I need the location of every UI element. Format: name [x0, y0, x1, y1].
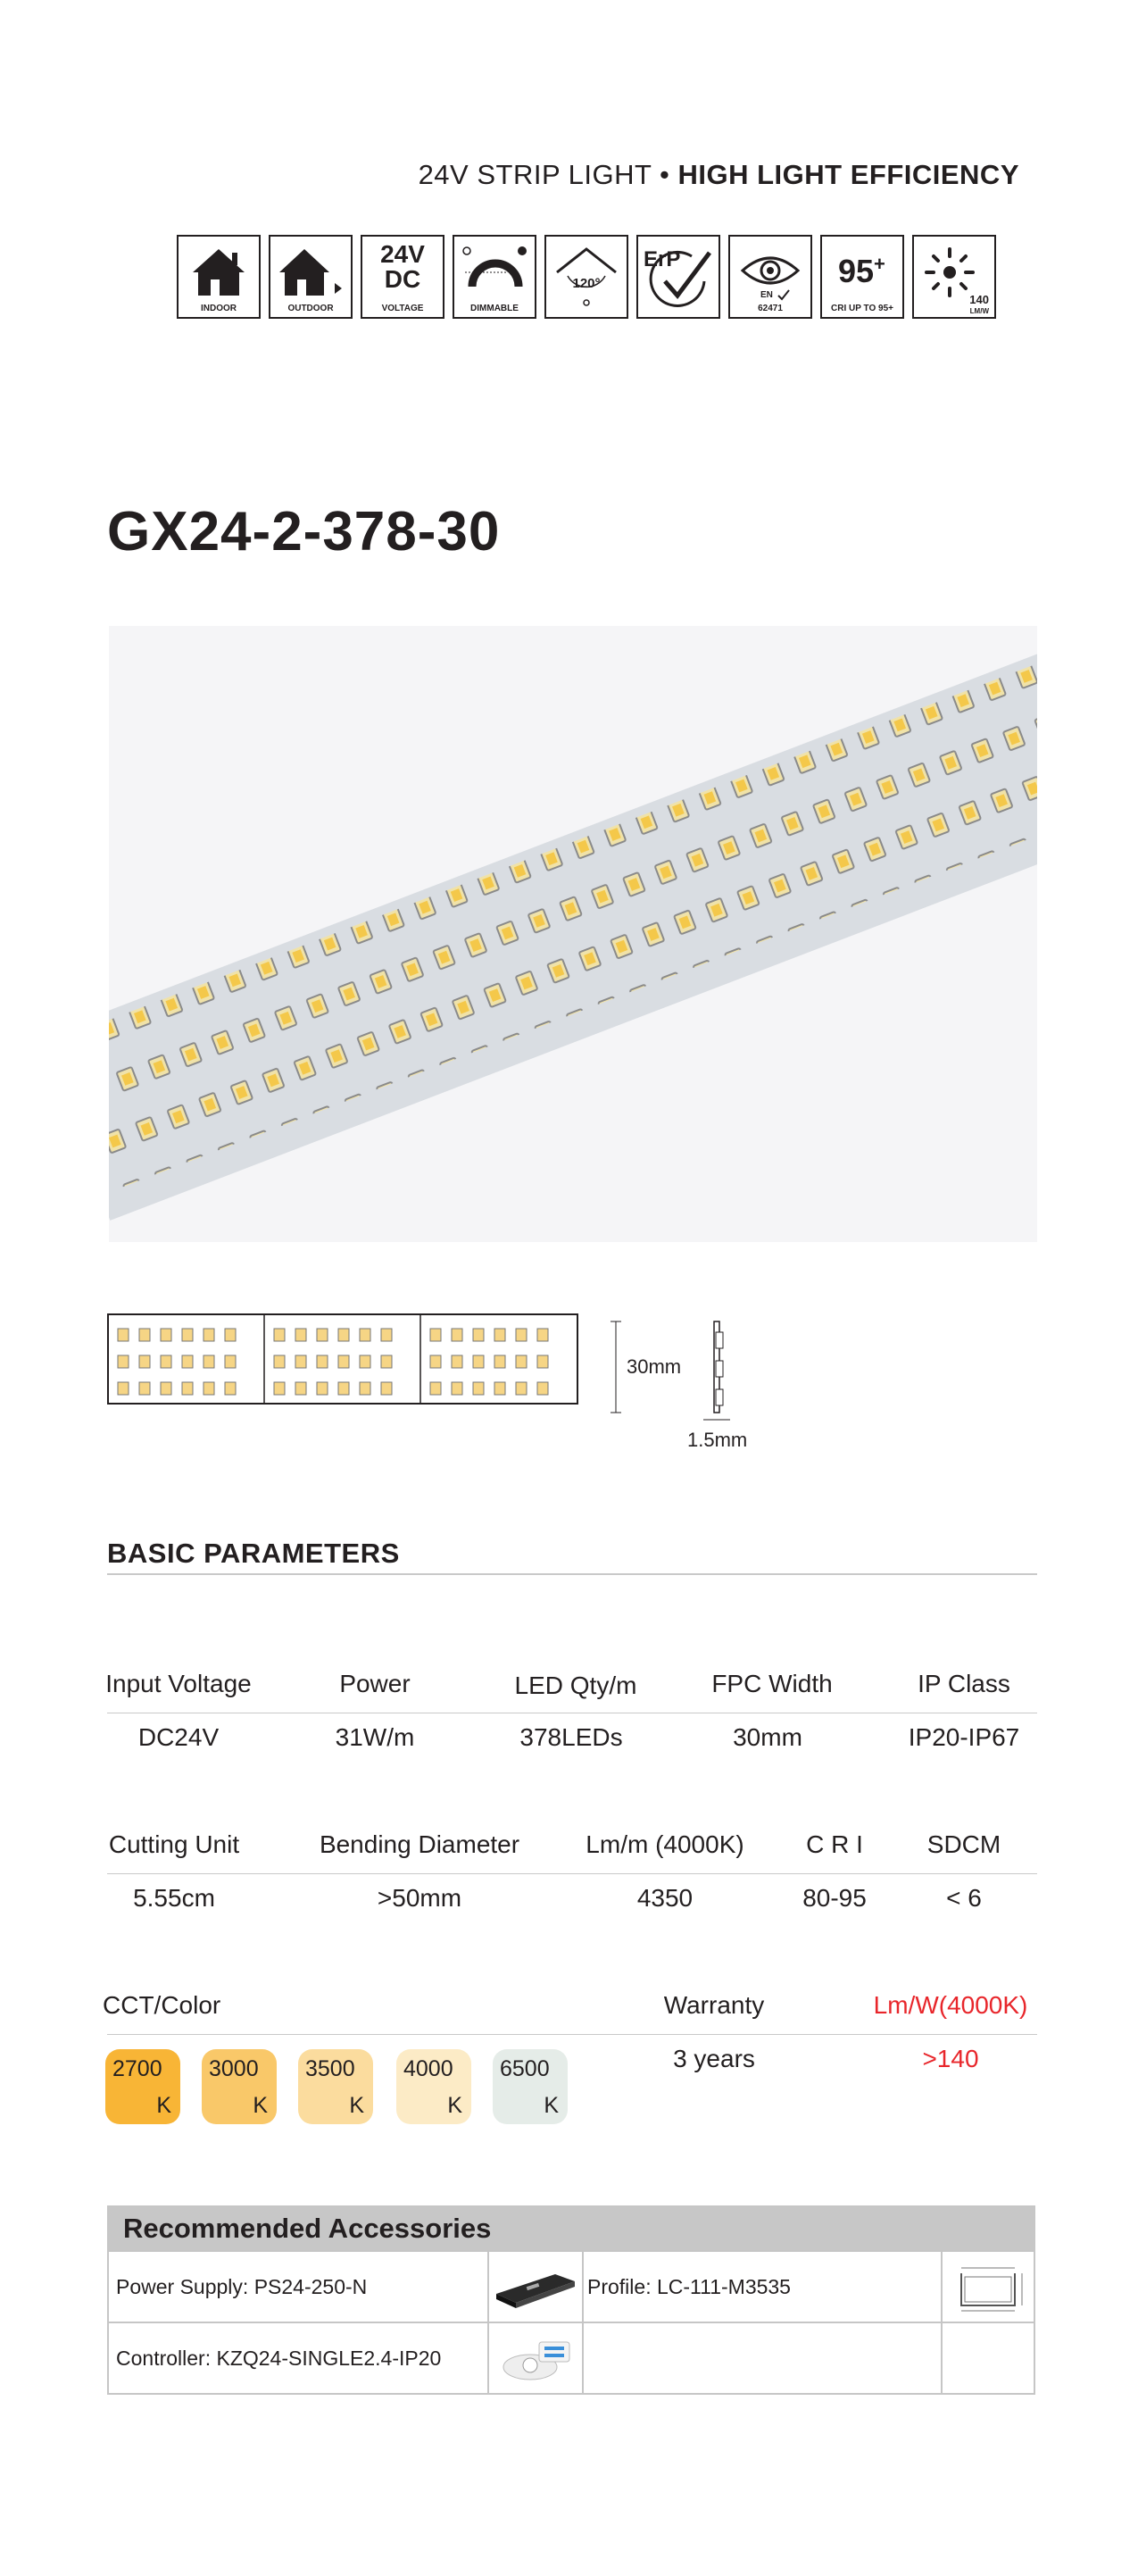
house-outdoor-icon: OUTDOOR [269, 235, 353, 319]
led-chip [118, 1329, 129, 1341]
value-power: 31W/m [335, 1723, 415, 1751]
feature-icons [177, 235, 996, 319]
beam-angle-icon: 120° [544, 235, 628, 319]
led-chip [204, 1329, 214, 1341]
row-divider [107, 1873, 1037, 1874]
led-chip [537, 1382, 548, 1395]
led-chip [452, 1382, 462, 1395]
led-chip [182, 1355, 193, 1368]
led-chip [118, 1355, 129, 1368]
header-cutting-unit: Cutting Unit [108, 1830, 240, 1858]
led-chip [338, 1329, 349, 1341]
led-chip [118, 1382, 129, 1395]
led-chip [225, 1329, 236, 1341]
led-chip [360, 1382, 370, 1395]
led-chip [139, 1329, 150, 1341]
led-chip [295, 1329, 306, 1341]
header-efficacy: Lm/W(4000K) [873, 1991, 1028, 2019]
value-lumen: 4350 [636, 1884, 694, 1912]
led-chip [516, 1355, 527, 1368]
dimmable-icon: DIMMABLE [453, 235, 536, 319]
tagline [107, 159, 1019, 191]
header-cct: CCT/Color [103, 1991, 221, 2019]
value-warranty: 3 years [673, 2045, 755, 2072]
tagline-bold: HIGH LIGHT EFFICIENCY [677, 159, 1019, 190]
empty-image-cell [943, 2323, 1034, 2393]
thickness-dimension: 1.5mm [687, 1429, 748, 1451]
value-cri: 80-95 [802, 1884, 867, 1912]
efficacy-icon: 140 LM/W [912, 235, 996, 319]
row-divider [107, 2034, 1037, 2035]
led-chip [494, 1355, 505, 1368]
led-chip [317, 1382, 328, 1395]
power-supply-label: Power Supply: PS24-250-N [109, 2252, 489, 2322]
led-chip [516, 1329, 527, 1341]
led-chip [182, 1382, 193, 1395]
led-chip [430, 1329, 441, 1341]
led-chip [225, 1382, 236, 1395]
led-chip [516, 1382, 527, 1395]
led-chip [338, 1382, 349, 1395]
led-chip [473, 1382, 484, 1395]
led-chip [295, 1355, 306, 1368]
led-chip [295, 1382, 306, 1395]
width-dimension: 30mm [627, 1355, 682, 1378]
accessory-row [109, 2250, 1034, 2322]
remote-controller-icon [493, 2331, 578, 2385]
led-chip [338, 1355, 349, 1368]
profile-drawing-icon [943, 2255, 1033, 2318]
led-chip [274, 1382, 285, 1395]
led-chip [381, 1329, 392, 1341]
header-ip-class: IP Class [918, 1670, 1010, 1697]
cct-chip-3500: 3500 K [298, 2049, 373, 2124]
house-indoor-icon: INDOOR [177, 235, 261, 319]
led-chip [381, 1355, 392, 1368]
cct-chip-3000: 3000 K [202, 2049, 277, 2124]
led-chip [204, 1355, 214, 1368]
header-bending-diameter: Bending Diameter [319, 1830, 520, 1858]
cct-chip-4000: 4000 K [396, 2049, 471, 2124]
value-bending-diameter: >50mm [377, 1884, 462, 1912]
section-divider [107, 1573, 1037, 1575]
value-ip-class: IP20-IP67 [908, 1723, 1020, 1751]
erp-icon: ErP [636, 235, 720, 319]
value-cutting-unit: 5.55cm [133, 1884, 215, 1912]
accessory-row [109, 2322, 1034, 2393]
header-cri: C R I [806, 1830, 863, 1858]
led-chip [430, 1382, 441, 1395]
led-chip [452, 1329, 462, 1341]
header-led-qty: LED Qty/m [514, 1671, 637, 1699]
eye-safety-icon: EN 62471 [728, 235, 812, 319]
led-chip [360, 1355, 370, 1368]
empty-cell [584, 2323, 943, 2393]
controller-label: Controller: KZQ24-SINGLE2.4-IP20 [109, 2323, 489, 2393]
led-chip [161, 1355, 171, 1368]
header-power: Power [339, 1670, 411, 1697]
led-chip [381, 1382, 392, 1395]
model-title: GX24-2-378-30 [107, 501, 501, 563]
led-chip [537, 1355, 548, 1368]
led-chip [139, 1355, 150, 1368]
led-chip [494, 1382, 505, 1395]
strip-diagram [105, 1313, 748, 1460]
value-led-qty: 378LEDs [519, 1723, 623, 1751]
basic-parameters-title: BASIC PARAMETERS [107, 1538, 400, 1569]
led-chip [204, 1382, 214, 1395]
header-warranty: Warranty [663, 1991, 765, 2019]
accessories-table [107, 2205, 1035, 2395]
value-efficacy: >140 [922, 2045, 979, 2072]
cct-chip-2700: 2700 K [105, 2049, 180, 2124]
cri-icon: 95+ CRI UP TO 95+ [820, 235, 904, 319]
led-chip [473, 1355, 484, 1368]
value-input-voltage: DC24V [137, 1723, 220, 1751]
led-chip [452, 1355, 462, 1368]
led-chip [473, 1329, 484, 1341]
profile-label: Profile: LC-111-M3535 [584, 2252, 943, 2322]
led-chip [161, 1382, 171, 1395]
header-sdcm: SDCM [926, 1830, 1001, 1858]
header-fpc-width: FPC Width [711, 1670, 833, 1697]
product-photo [109, 626, 1037, 1242]
led-chip [161, 1329, 171, 1341]
voltage-icon: 24V DC VOLTAGE [361, 235, 444, 319]
led-chip [274, 1355, 285, 1368]
value-sdcm: < 6 [946, 1884, 982, 1912]
header-input-voltage: Input Voltage [105, 1670, 252, 1697]
led-chip [494, 1329, 505, 1341]
led-chip [139, 1382, 150, 1395]
led-chip [317, 1355, 328, 1368]
power-supply-icon [493, 2260, 578, 2313]
led-chip [537, 1329, 548, 1341]
tagline-light: 24V STRIP LIGHT • [418, 159, 670, 190]
led-chip [360, 1329, 370, 1341]
accessories-title: Recommended Accessories [109, 2207, 1034, 2250]
led-chip [225, 1355, 236, 1368]
value-fpc-width: 30mm [733, 1723, 802, 1751]
cct-chip-6500: 6500 K [493, 2049, 568, 2124]
led-chip [317, 1329, 328, 1341]
led-chip [430, 1355, 441, 1368]
header-lumen: Lm/m (4000K) [586, 1830, 744, 1858]
led-chip [182, 1329, 193, 1341]
led-chip [274, 1329, 285, 1341]
